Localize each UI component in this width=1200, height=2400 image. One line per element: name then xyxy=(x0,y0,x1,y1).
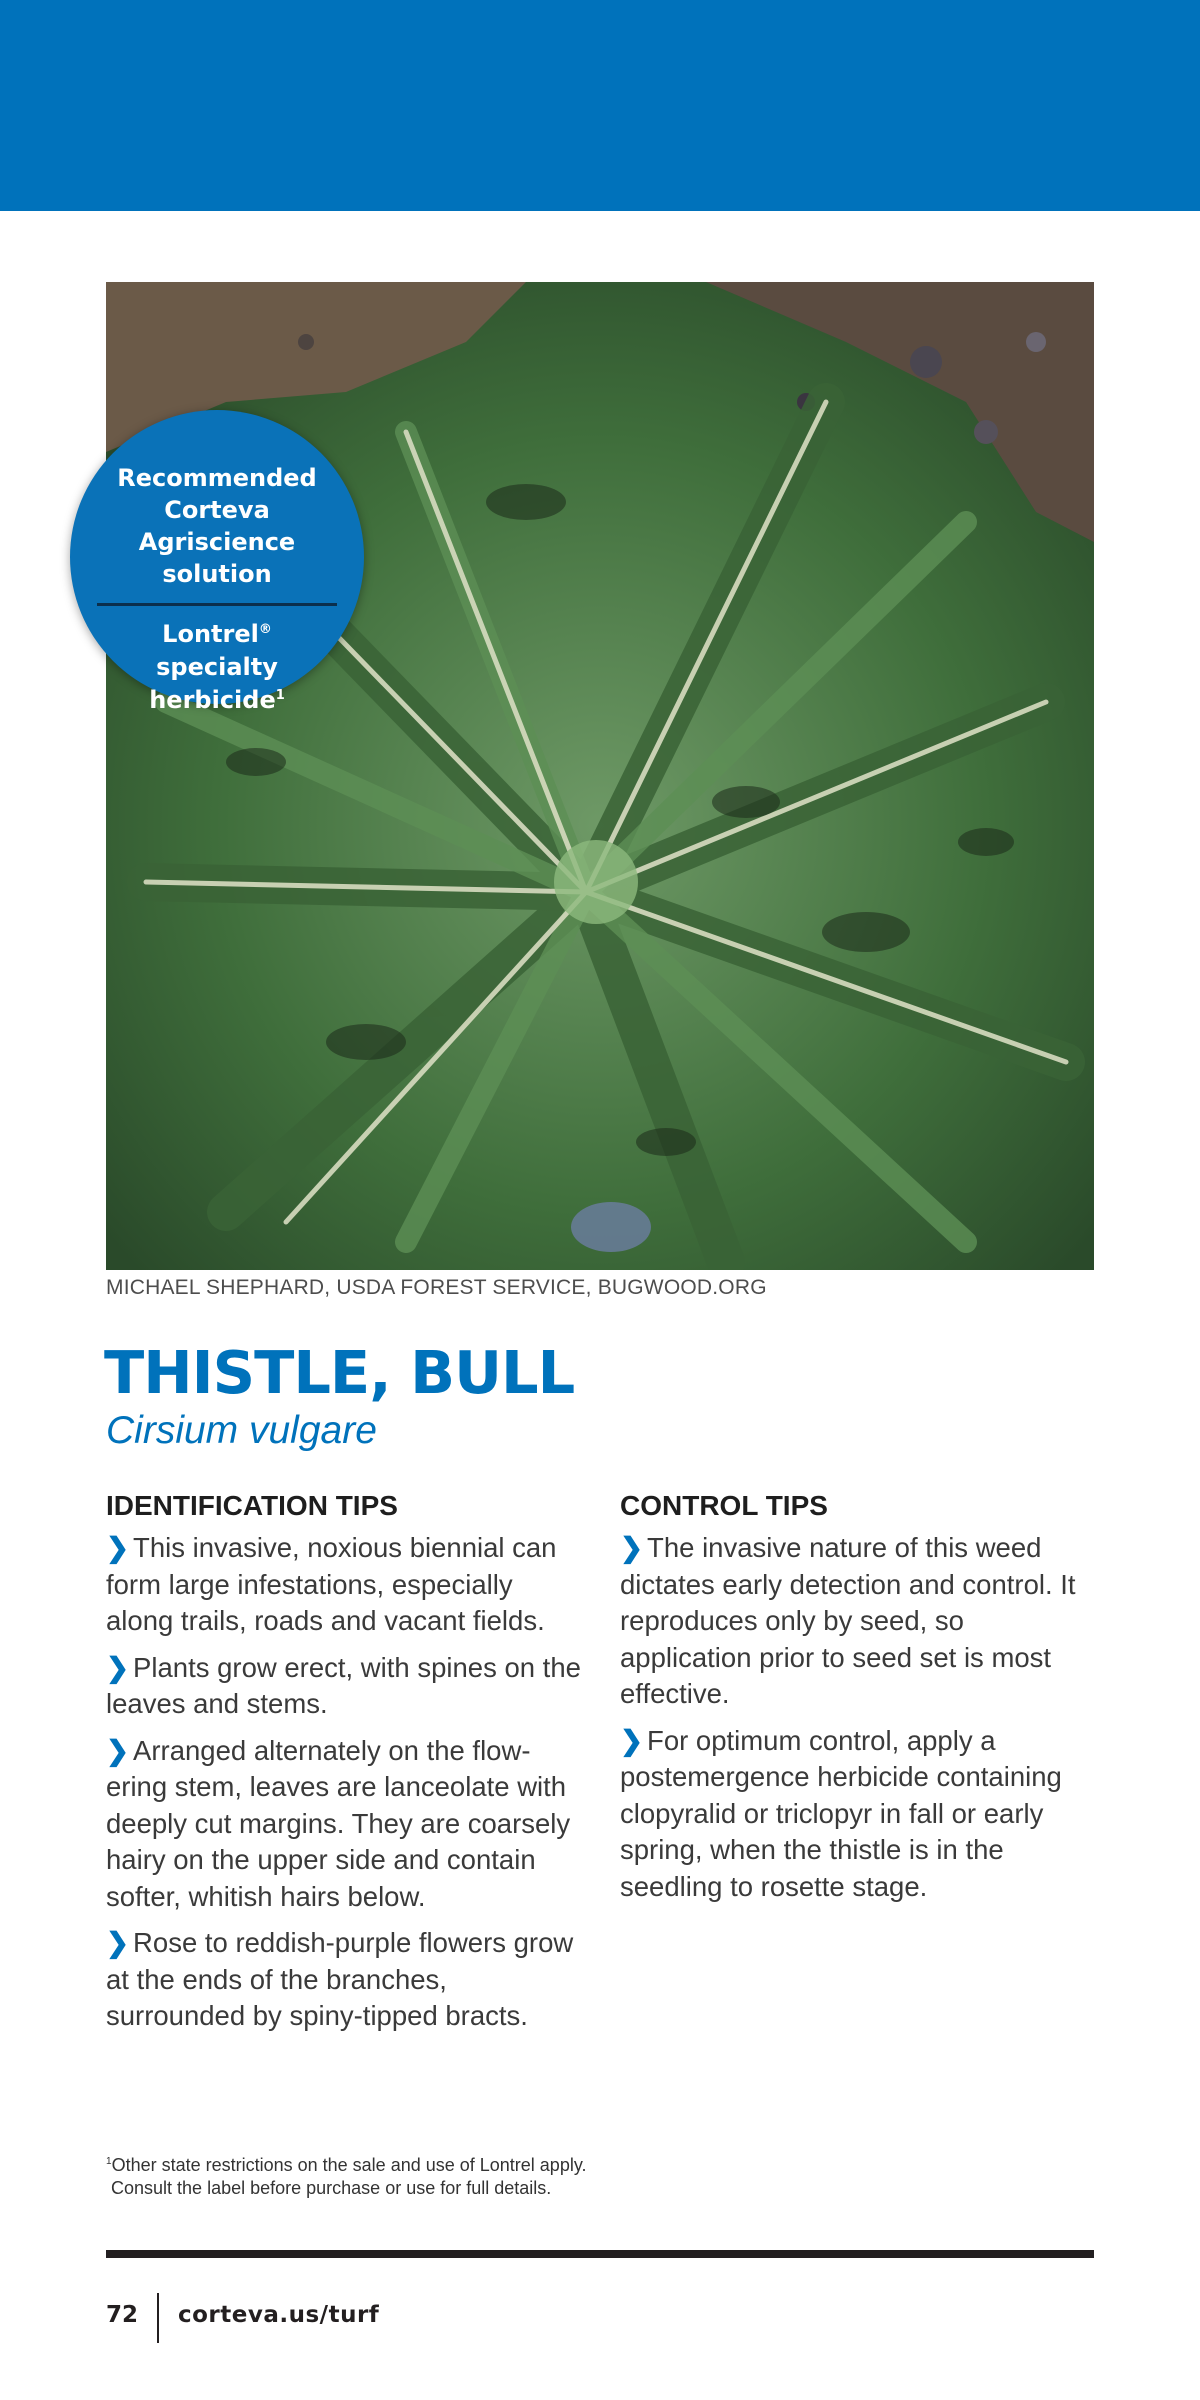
chevron-right-icon: ❯ xyxy=(620,1724,644,1756)
footer-rule xyxy=(106,2250,1094,2258)
website-link[interactable]: corteva.us/turf xyxy=(178,2302,380,2328)
badge-product-name: Lontrel xyxy=(162,620,259,648)
chevron-right-icon: ❯ xyxy=(106,1734,130,1766)
badge-divider xyxy=(97,603,337,606)
identification-tips-heading: IDENTIFICATION TIPS xyxy=(106,1490,398,1521)
tip-text: Plants grow erect, with spines on the leaves and stems. xyxy=(106,1651,581,1719)
badge-footnote-ref: 1 xyxy=(275,688,285,703)
weed-scientific-name: Cirsium vulgare xyxy=(106,1409,377,1452)
tip-text: For optimum control, apply a postemergence herbicide containing clopyralid or triclopyr in fall or early spring, when the thistle is in the seedling to rosette stage. xyxy=(620,1724,1062,1902)
identification-tip xyxy=(106,1650,586,1723)
tip-text: This invasive, noxious biennial can form large infestations, especially along trails, roads and vacant fields. xyxy=(106,1532,557,1636)
footnote-text-1: Other state restrictions on the sale and use of Lontrel apply. xyxy=(111,2155,587,2175)
control-tip xyxy=(620,1723,1100,1906)
badge-product-suffix: specialty herbicide xyxy=(149,653,278,714)
footnote-line-2 xyxy=(106,2177,587,2200)
tip-text: Arranged alternately on the flow-ering stem, leaves are lanceolate with deeply cut margins. They are coarsely hairy on the upper side and contain softer, whitish hairs below. xyxy=(106,1734,571,1912)
identification-tip xyxy=(106,1530,586,1640)
identification-tip xyxy=(106,1925,586,2035)
chevron-right-icon: ❯ xyxy=(106,1651,130,1683)
control-tips-heading: CONTROL TIPS xyxy=(620,1490,828,1521)
tip-text: Rose to reddish-purple flowers grow at the ends of the branches, surrounded by spiny-tipped bracts. xyxy=(106,1927,574,2031)
control-tips-section xyxy=(620,1488,1100,1915)
footnote-text-2: Consult the label before purchase or use for full details. xyxy=(111,2178,552,2198)
registered-mark: ® xyxy=(258,622,272,637)
identification-tips-section xyxy=(106,1488,586,2045)
control-tip xyxy=(620,1530,1100,1713)
footnote-line-1 xyxy=(106,2154,587,2177)
header-band xyxy=(0,0,1200,211)
footer-divider xyxy=(157,2293,159,2343)
chevron-right-icon: ❯ xyxy=(620,1532,644,1563)
identification-tip xyxy=(106,1733,586,1916)
badge-heading: Recommended Corteva Agriscience solution xyxy=(117,464,317,588)
badge-product xyxy=(102,618,332,717)
footnote-marker: 1 xyxy=(106,2156,112,2167)
tip-text: The invasive nature of this weed dictates early detection and control. It reproduces only by seed, so application prior to seed set is most effective. xyxy=(620,1532,1076,1709)
chevron-right-icon: ❯ xyxy=(106,1532,130,1563)
weed-common-name: THISTLE, BULL xyxy=(104,1338,575,1407)
footnote xyxy=(106,2154,587,2200)
chevron-right-icon: ❯ xyxy=(106,1927,130,1958)
page-number: 72 xyxy=(106,2302,139,2328)
photo-credit: MICHAEL SHEPHARD, USDA FOREST SERVICE, BUGWOOD.ORG xyxy=(106,1276,767,1299)
recommended-solution-badge xyxy=(70,410,364,714)
